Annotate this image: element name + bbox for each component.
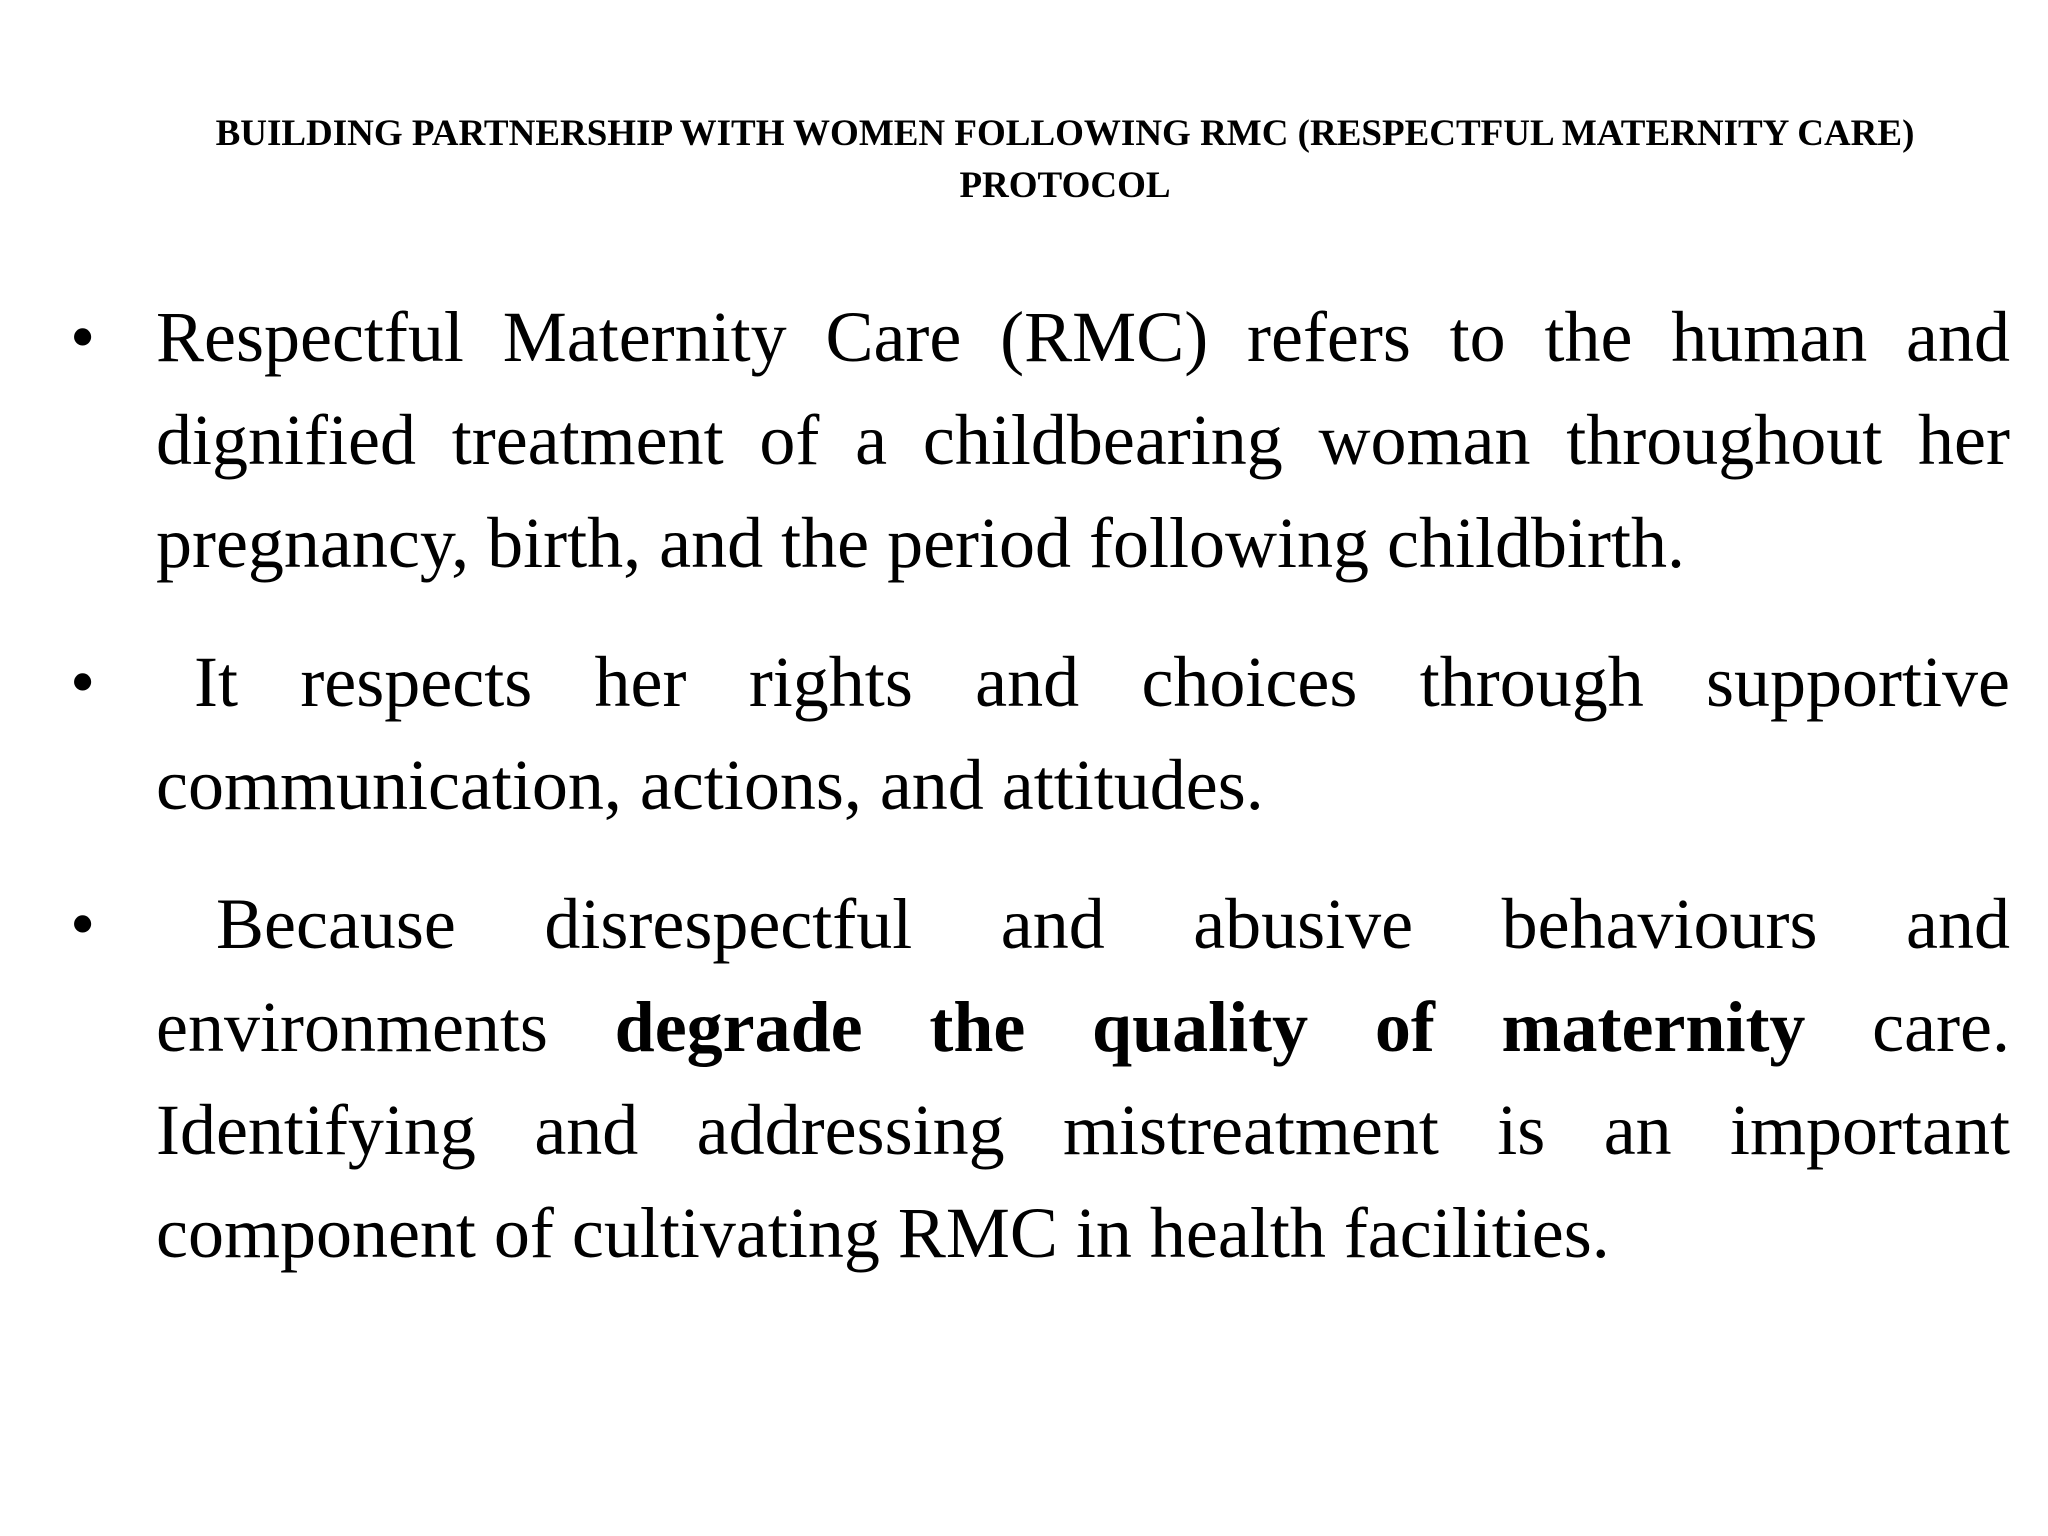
- bullet-item-1: [70, 286, 2010, 595]
- bullet-dot-icon: •: [70, 884, 96, 964]
- bullet-dot-icon: •: [70, 297, 96, 377]
- bullet-dot-icon: •: [70, 642, 96, 722]
- bullet-item-2: [70, 631, 2010, 837]
- bullet-text-2: It respects her rights and choices through supportive communication, actions, and attitudes.: [156, 642, 2010, 825]
- bullet-text-3-after: care. Identifying and addressing mistreatment is an important component of cultivating RMC in health facilities.: [156, 987, 2011, 1273]
- bullet-text-3-before: Because disrespectful and abusive behaviours and environments: [156, 884, 2010, 1067]
- bullet-list: [70, 286, 2010, 1285]
- slide-title: BUILDING PARTNERSHIP WITH WOMEN FOLLOWING RMC (RESPECTFUL MATERNITY CARE) PROTOCOL: [215, 113, 1915, 206]
- bullet-text-3-bold: degrade the quality of maternity: [614, 987, 1806, 1067]
- bullet-item-3: [70, 873, 2010, 1285]
- bullet-text-1: Respectful Maternity Care (RMC) refers to the human and dignified treatment of a childbearing woman throughout her pregnancy, birth, and the period following childbirth.: [156, 297, 2010, 583]
